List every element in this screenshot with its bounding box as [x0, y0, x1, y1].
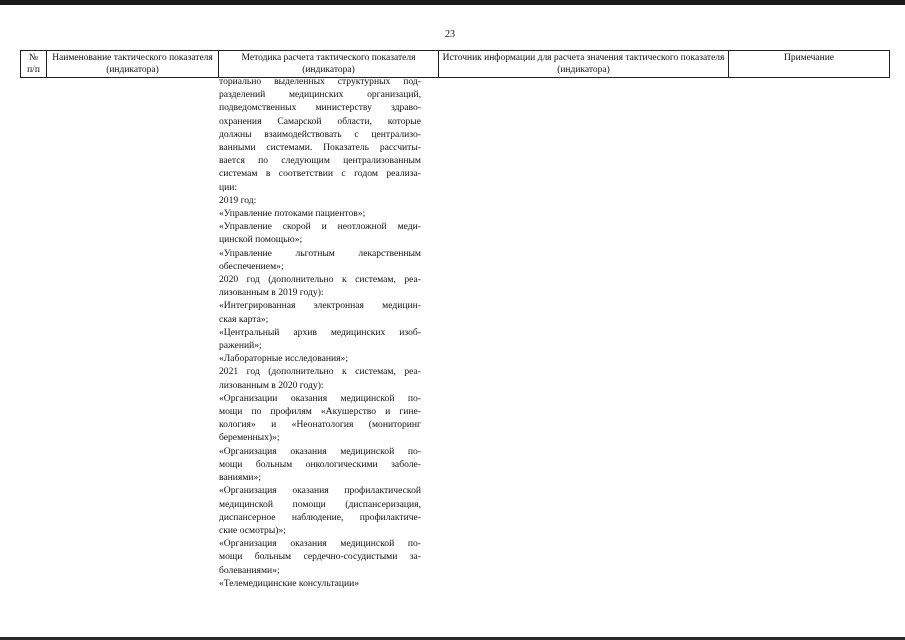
method-line: мощи больным онкологическими заболе-	[219, 458, 421, 470]
page-number: 23	[445, 29, 455, 40]
header-col-note: Примечание	[729, 51, 890, 78]
method-line: беременных)»;	[219, 432, 280, 444]
method-line: ская карта»;	[219, 313, 269, 325]
header-row	[21, 51, 890, 78]
method-line: лизованным в 2020 году):	[219, 379, 324, 391]
method-line: ские осмотры)»;	[219, 524, 286, 536]
method-line: системам в соответствии с годом реализа-	[219, 168, 421, 180]
method-line: диспансерное наблюдение, профилактиче-	[219, 511, 421, 523]
method-line: должны взаимодействовать с централизо-	[219, 128, 421, 140]
method-line: «Организация оказания медицинской по-	[219, 538, 421, 550]
method-line: ториально выделенных структурных под-	[219, 76, 421, 87]
method-line: мощи больным сердечно-сосудистыми за-	[219, 551, 421, 563]
method-line: «Организация оказания профилактической	[219, 485, 421, 497]
method-line: болеваниями»;	[219, 564, 280, 576]
header-col-number: № п/п	[21, 51, 47, 78]
method-line: 2020 год (дополнительно к системам, реа-	[219, 274, 421, 286]
method-line: «Управление скорой и неотложной меди-	[219, 221, 421, 233]
method-line: ваниями»;	[219, 472, 262, 484]
header-col-source: Источник информации для расчета значения тактического показателя (индикатора)	[439, 51, 729, 78]
method-line: медицинской помощи (диспансеризация,	[219, 498, 421, 510]
method-line: «Управление потоками пациентов»;	[219, 208, 366, 220]
header-col-method: Методика расчета тактического показателя (индикатора)	[219, 51, 439, 78]
method-line: ражений»;	[219, 340, 262, 352]
method-line: 2021 год (дополнительно к системам, реа-	[219, 366, 421, 378]
method-description	[219, 75, 421, 590]
method-line: 2019 год:	[219, 194, 257, 206]
method-line: «Телемедицинские консультации»	[219, 577, 360, 589]
method-line: охранения Самарской области, которые	[219, 115, 421, 127]
method-line: «Интегрированная электронная медицин-	[219, 300, 421, 312]
method-line: ции:	[219, 181, 238, 193]
method-line: цинской помощью»;	[219, 234, 303, 246]
top-border-rule	[0, 0, 905, 5]
method-line: ванными системами. Показатель рассчиты-	[219, 142, 421, 154]
method-line: лизованным в 2019 году):	[219, 287, 324, 299]
method-line: «Организация оказания медицинской по-	[219, 445, 421, 457]
method-line: кология» и «Неонатология (мониторинг	[219, 419, 421, 431]
method-line: подведомственных министерству здраво-	[219, 102, 421, 114]
method-line: мощи по профилям «Акушерство и гине-	[219, 406, 421, 418]
method-line: вается по следующим централизованным	[219, 155, 421, 167]
method-line: обеспечением»;	[219, 260, 284, 272]
method-line: «Лабораторные исследования»;	[219, 353, 348, 365]
method-line: «Управление льготным лекарственным	[219, 247, 421, 259]
method-line: «Центральный архив медицинских изоб-	[219, 326, 421, 338]
method-line: «Организации оказания медицинской по-	[219, 392, 421, 404]
header-col-indicator-name: Наименование тактического показателя (индикатора)	[47, 51, 219, 78]
method-line: разделений медицинских организаций,	[219, 89, 421, 101]
table-header	[20, 50, 890, 78]
